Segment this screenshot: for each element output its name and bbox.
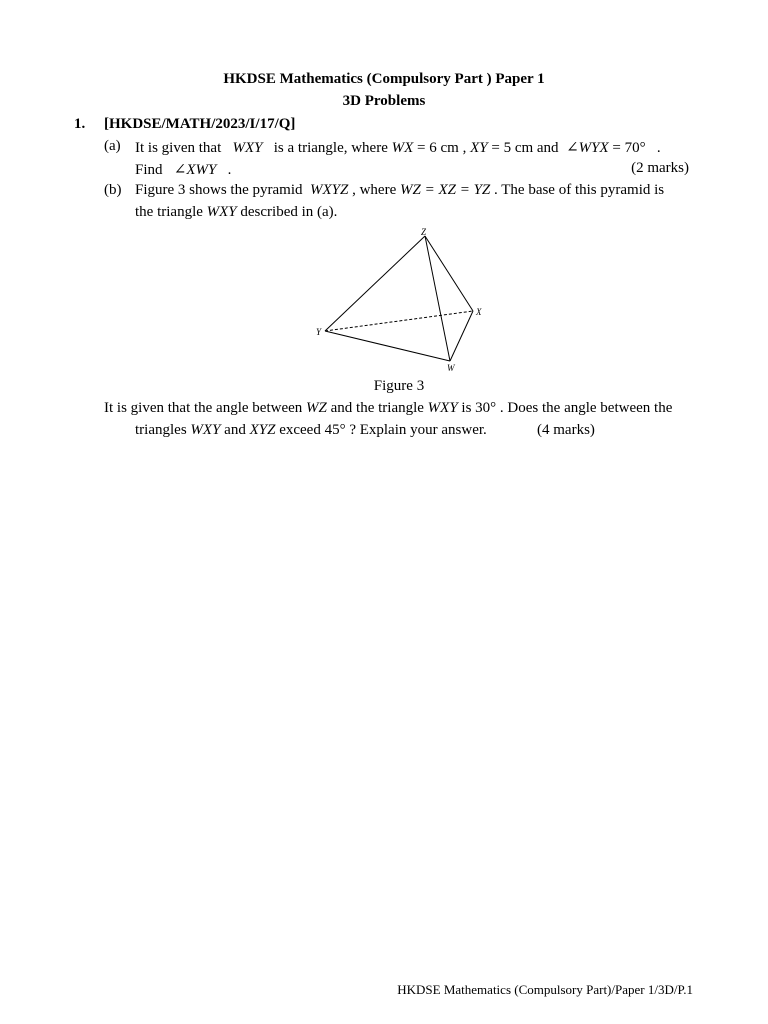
part-a-text-5: = 70°	[612, 140, 646, 156]
part-a-label: (a)	[104, 138, 121, 154]
part-b-line-4	[135, 422, 487, 439]
part-b-line-3	[104, 400, 672, 417]
triangle-xyz-var: XYZ	[249, 422, 276, 438]
vertex-x-label: X	[476, 307, 482, 317]
page-title: HKDSE Mathematics (Compulsory Part ) Paper 1	[223, 71, 545, 87]
part-b-text-5: described in (a).	[240, 204, 338, 220]
side-xy-var: XY	[470, 140, 488, 156]
figure-caption: Figure 3	[373, 378, 425, 394]
edge-wz-var: WZ	[306, 400, 327, 416]
part-b-marks: (4 marks)	[537, 422, 595, 438]
equal-edges-var: WZ = XZ = YZ	[399, 182, 491, 198]
part-a-line-1	[135, 138, 661, 157]
vertex-y-label: Y	[316, 327, 322, 337]
page-footer: HKDSE Mathematics (Compulsory Part)/Paper 1/3D/P.1	[397, 982, 693, 997]
part-b-text-2: , where	[352, 182, 397, 198]
part-a-text-3: = 6 cm ,	[417, 140, 467, 156]
triangle-wxy-var: WXY	[232, 140, 263, 156]
part-b-text-9: triangles	[135, 422, 187, 438]
part-a-text-2: is a triangle, where	[273, 140, 388, 156]
part-b-text-1: Figure 3 shows the pyramid	[135, 182, 303, 198]
part-a-marks: (2 marks)	[631, 160, 689, 176]
question-number: 1.	[74, 116, 86, 132]
part-b-line-1	[135, 182, 664, 199]
pyramid-diagram	[313, 224, 485, 374]
question-reference: [HKDSE/MATH/2023/I/17/Q]	[104, 116, 296, 132]
part-b-line-2	[135, 204, 337, 221]
part-a-find-end: .	[227, 162, 232, 178]
page-subtitle: 3D Problems	[342, 93, 426, 109]
triangle-wxy-var-2: WXY	[427, 400, 458, 416]
base-wxy-var: WXY	[206, 204, 237, 220]
part-a-text-4: = 5 cm and	[491, 140, 559, 156]
vertex-w-label: W	[447, 363, 455, 373]
pyramid-wxyz-var: WXYZ	[309, 182, 349, 198]
part-b-text-4: the triangle	[135, 204, 203, 220]
angle-xwy-var: ∠XWY	[173, 162, 217, 178]
edge-yx-hidden	[325, 311, 473, 331]
part-a-find-text: Find	[135, 162, 163, 178]
vertex-z-label: Z	[421, 227, 427, 237]
part-b-text-11: exceed 45° ? Explain your answer.	[279, 422, 487, 438]
edge-yw	[325, 331, 450, 361]
triangle-wxy-var-3: WXY	[190, 422, 221, 438]
edge-wx	[450, 311, 473, 361]
part-a-line-2	[135, 160, 231, 179]
edge-zy	[325, 236, 425, 331]
part-b-text-7: and the triangle	[330, 400, 424, 416]
part-b-label: (b)	[104, 182, 122, 198]
part-b-text-10: and	[224, 422, 246, 438]
part-a-text-1: It is given that	[135, 140, 222, 156]
part-b-text-3: . The base of this pyramid is	[494, 182, 665, 198]
part-b-text-6: It is given that the angle between	[104, 400, 303, 416]
angle-wyx-var: ∠WYX	[566, 140, 609, 156]
pyramid-figure	[313, 224, 485, 374]
part-b-text-8: is 30° . Does the angle between the	[461, 400, 673, 416]
side-wx-var: WX	[391, 140, 414, 156]
part-a-text-6: .	[656, 140, 661, 156]
